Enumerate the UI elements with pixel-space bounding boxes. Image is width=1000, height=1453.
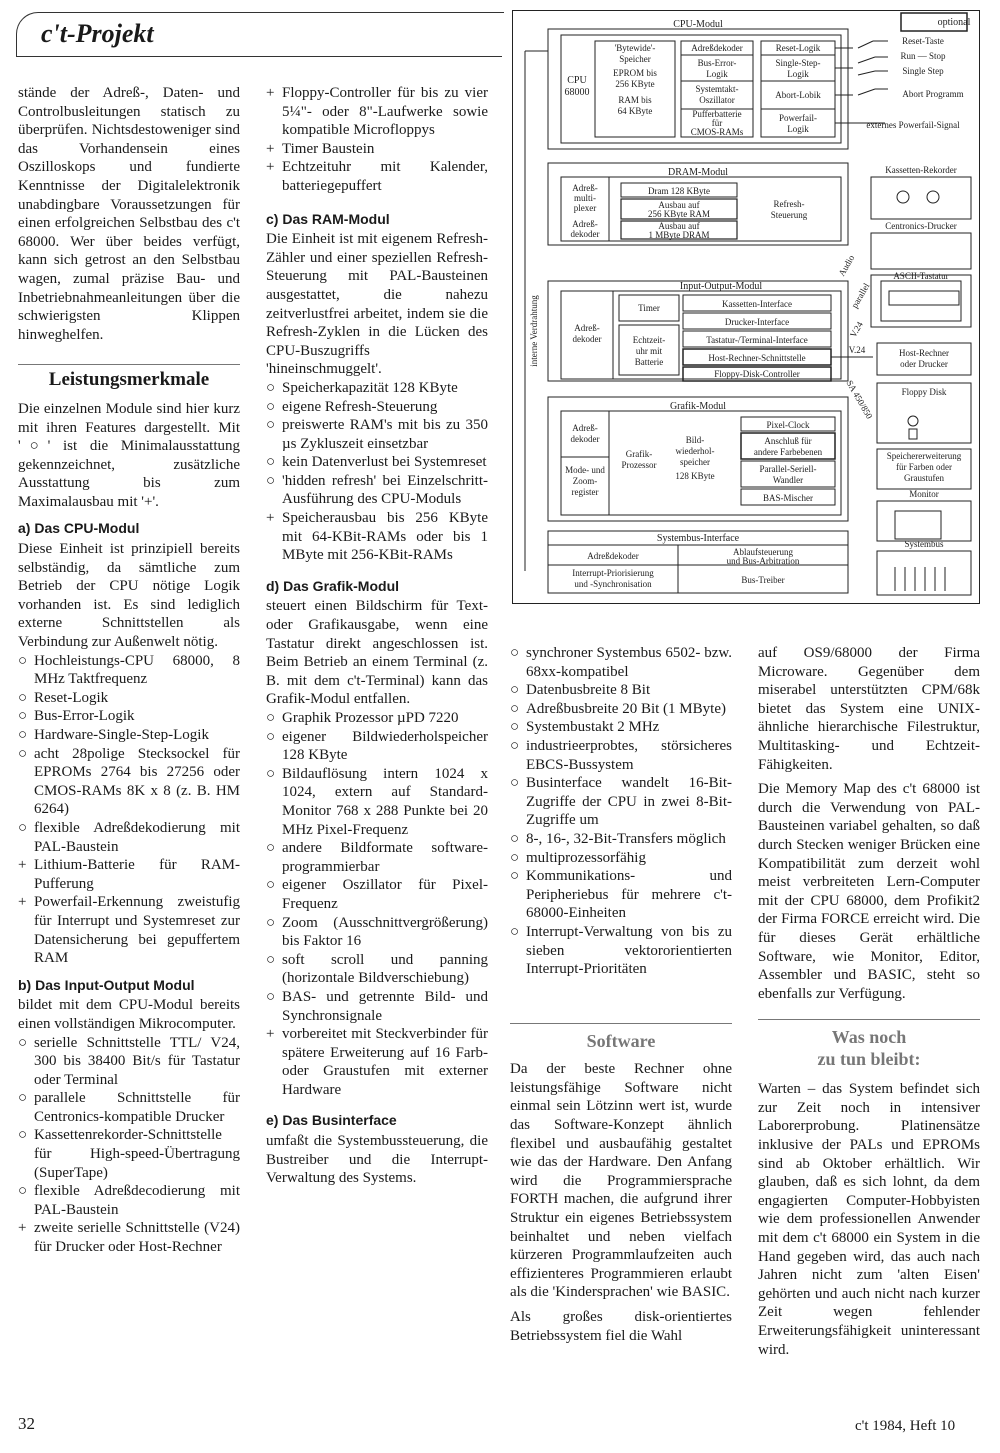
feature-text: kein Datenverlust bei Systemreset [282,454,487,471]
feature-item [266,398,488,417]
bullet-marker: + [18,1220,27,1237]
dg-v24a: V.24 [847,319,865,340]
feature-item [510,718,732,737]
dg-grafik2: Prozessor [621,460,657,470]
ram-feature-list [266,379,488,565]
feature-item [266,839,488,876]
dg-io-adr1: Adreß- [574,323,600,333]
bullet-marker: ○ [510,868,520,885]
feature-item [266,728,488,765]
bullet-marker: ○ [18,1034,28,1051]
dg-monitor: Monitor [909,489,939,499]
gfx-feature-list [266,709,488,1099]
page-number: 32 [18,1414,35,1433]
dg-sa: SA 450/850 [844,378,875,421]
feature-text: Lithium-Batterie für RAM-Pufferung [34,857,240,892]
dg-host2: oder Drucker [900,359,948,369]
dg-cpu-num: 68000 [564,87,590,98]
dg-adr-dek1: Adreß- [572,219,598,229]
bullet-marker: + [266,140,275,157]
feature-item [266,876,488,913]
feature-text: Kassettenrekorder-Schnittstelle für High-speed-Übertragung (SuperTape) [34,1127,240,1181]
bullet-marker: ○ [18,727,28,743]
dg-adr-multi2: multi- [574,193,596,203]
dg-ausbau2b: 1 MByte DRAM [648,230,710,240]
bullet-marker: ○ [266,914,276,931]
dg-ausbau2: Ausbau auf [658,221,700,231]
feature-text: Zoom (Ausschnittvergrößerung) bis Faktor 16 [282,914,488,950]
dg-adr-multi1: Adreß- [572,183,598,193]
feature-item [510,737,732,774]
block-diagram-svg [513,11,979,603]
dg-bild2: wiederhol- [675,446,715,456]
bullet-marker: ○ [266,472,276,489]
dg-ablauf2: und Bus-Arbitration [726,556,800,566]
bullet-marker: ○ [266,877,276,894]
cpu-heading: a) Das CPU-Modul [18,520,140,537]
block-diagram [512,10,980,604]
bullet-marker: ○ [266,398,276,415]
bullet-marker: ○ [510,830,520,847]
bullet-marker: ○ [18,745,28,762]
bullet-marker: ○ [266,454,276,471]
feature-item [266,140,488,159]
feature-text: zweite serielle Schnittstelle (V24) für Drucker oder Host-Rechner [34,1220,240,1256]
feature-text: preiswerte RAM's mit bis zu 350 µs Zykluszeit einsetzbar [282,417,488,452]
feature-text: Speicherausbau bis 256 KByte mit 64-KBit-RAMs oder bis 1 MByte mit 256-KBit-RAMs [282,510,488,564]
dg-bild1: Bild- [685,435,705,445]
dg-gfx-adr2: dekoder [570,434,600,444]
dg-ram2: 64 KByte [617,106,653,116]
dg-par2: Wandler [772,475,804,485]
column-1 [18,84,240,1257]
dg-echt2: uhr mit [635,346,663,356]
dg-kassette: Kassetten-Rekorder [885,165,957,175]
feature-text: Systembustakt 2 MHz [526,719,660,736]
todo-title-line-2: zu tun bleibt: [817,1049,921,1070]
dg-ausbau1b: 256 KByte RAM [647,209,711,219]
feature-text: Bildauflösung intern 1024 x 1024, extern auf Standard-Monitor 768 x 288 Punkte bei 20 MHz Pixel-Frequenz [282,765,488,838]
bullet-marker: ○ [266,728,276,745]
feature-item [266,158,488,195]
feature-item [510,644,732,681]
dg-io-modul: Input-Output-Modul [679,281,763,292]
dg-reset-taste: Reset-Taste [902,36,944,46]
feature-text: Speicherkapazität 128 KByte [282,379,458,396]
feature-text: eigener Bildwiederholspeicher 128 KByte [282,728,488,764]
intro-paragraph: stände der Adreß-, Daten- und Controlbusleitungen statisch zu überprüfen. Nichtsdestoweniger sind das Vorhandensein eines Oszilloskops und fundierte Kenntnisse der Digitalelektronik unabdingbare Voraussetzungen für einen erfolgreichen Selbstbau des c't 68000. Wer über beides verfügt, kann sich getrost an den Selbstbau wagen, zumal präzise Bau- und Inbetriebnahmeanleitungen über die schwierigsten Klippen hinweghelfen. [18,85,240,343]
bullet-marker: + [266,85,275,101]
section-title: Leistungsmerkmale [18,364,240,390]
feature-text: industrieerprobtes, störsicheres EBCS-Bussystem [526,737,732,773]
ram-intro: Die Einheit ist mit eigenem Refresh-Zähler und einer speziellen Refresh-Steuerung mit PAL-Bausteinen ausgestattet, die nahezu zeitverlustfrei arbeitet, indem sie die Refresh-Zyklen in die Lücken des CPU-Buszugriffs 'hineinschmuggelt'. [266,231,488,378]
dg-single-step: Single Step [902,66,944,76]
dg-grafik1: Grafik- [625,449,653,459]
feature-text: Hardware-Single-Step-Logik [34,727,209,743]
dg-bild4: 128 KByte [675,471,715,481]
section-brand [16,12,175,57]
feature-item [510,849,732,868]
bus-heading: e) Das Businterface [266,1112,397,1129]
bullet-marker: ○ [18,652,28,669]
feature-item [18,707,240,726]
dg-sysbus-if: Systembus-Interface [656,533,740,544]
dg-kass-if: Kassetten-Interface [722,299,792,309]
bullet-marker: ○ [510,719,520,736]
feature-text: Floppy-Controller für bis zu vier 5¼"- oder 8"-Laufwerke sowie kompatible Microfloppys [282,85,488,139]
dg-v24b: V.24 [848,345,866,355]
todo-title-line-1: Was noch [831,1027,907,1048]
feature-item [18,856,240,893]
dg-eprom: EPROM bis [613,68,657,78]
feature-text: Hochleistungs-CPU 68000, 8 MHz Taktfrequenz [34,652,240,688]
dg-single1: Single-Step- [775,58,821,68]
bullet-marker: ○ [18,1183,28,1200]
feature-text: Interrupt-Verwaltung von bis zu sieben vektororientierten Interrupt-Prioritäten [526,923,732,978]
dg-systembus: Systembus [904,539,944,549]
dg-dram-modul: DRAM-Modul [667,167,729,178]
dg-farb2: andere Farbebenen [753,447,823,457]
feature-item [266,453,488,472]
dg-abort: Abort-Lobik [775,90,821,100]
dg-power1: Powerfail- [779,113,817,123]
feature-item [18,1219,240,1256]
dg-reset: Reset-Logik [775,43,821,53]
gfx-intro: steuert einen Bildschirm für Text- oder Grafikausgabe, wenn eine Tastatur direkt angeschlossen ist. Beim Betrieb an einem Terminal (z. B. mit dem c't-Terminal) kann das Grafik-Modul entfallen. [266,598,488,708]
feature-item [18,1034,240,1090]
io-feature-list [18,1034,240,1257]
bullet-marker: ○ [510,923,520,940]
dg-bas: BAS-Mischer [763,493,813,503]
dg-druck-if: Drucker-Interface [724,317,790,327]
feature-item [18,1182,240,1219]
dg-mode2: Zoom- [572,476,598,486]
feature-text: eigener Oszillator für Pixel-Frequenz [282,877,488,912]
feature-text: Powerfail-Erkennung zweistufig für Interrupt und Systemreset zur Datensicherung bei gepuffertem RAM [34,894,240,967]
dg-puffer2: für [711,118,723,128]
feature-text: flexible Adreßdekodierung mit PAL-Baustein [34,819,240,855]
feature-item [266,472,488,509]
feature-text: Graphik Prozessor µPD 7220 [282,710,459,726]
dg-timer: Timer [638,303,660,313]
dg-bustreiber: Bus-Treiber [741,575,785,585]
dg-pixel: Pixel-Clock [766,420,810,430]
bullet-marker: ○ [266,765,276,782]
dg-centronics: Centronics-Drucker [885,221,957,231]
dg-cpu: CPU [567,75,587,86]
bullet-marker: ○ [266,417,276,434]
dg-sb-adr: Adreßdekoder [587,551,639,561]
feature-text: andere Bildformate software-programmierbar [282,840,488,875]
dg-ablauf1: Ablaufsteuerung [733,547,793,557]
dg-speicher: Speicher [619,54,651,64]
dg-puffer1: Pufferbatterie [692,109,742,119]
io-intro: bildet mit dem CPU-Modul bereits einen vollständigen Mikrocomputer. [18,997,240,1032]
bullet-marker: + [266,510,275,527]
feature-text: multiprozessorfähig [526,849,646,866]
bullet-marker: ○ [510,700,520,717]
feature-item [510,830,732,849]
memory-map-paragraph: Die Memory Map des c't 68000 ist durch die Verwendung von PAL-Bausteinen variabel gehalten, so daß durch Stecken weniger Brücken eine Kompatibilität zum derzeit wohl meist verbreiteten Lern-Computer mit der CPU 68000, dem Profikit2 der Firma FORCE erreicht wird. Die für dieses Gerät erhältliche Software, wie Monitor, Editor, Assembler und BASIC, steht so ebenfalls zur Verfügung. [758,781,980,1002]
feature-text: acht 28polige Stecksockel für EPROMs 2764 bis 27256 oder CMOS-RAMs 8K x 8 (z. B. HM 6264) [34,745,240,818]
bullet-marker: ○ [266,710,276,726]
dg-host-if: Host-Rechner-Schnittstelle [708,353,806,363]
dg-refresh2: Steuerung [770,210,808,220]
dg-echt1: Echtzeit- [632,335,666,345]
feature-text: Echtzeituhr mit Kalender, batteriegepuffert [282,159,488,194]
todo-paragraph: Warten – das System befindet sich zur Zeit noch in intensiver Laborerprobung. Platinensätze inklusive der PALs und EPROMs sind ab Oktober erhältlich. Wir glauben, daß es sich lohnt, da dem engagierten Computer-Hobbyisten wie dem professionellen Anwender mit dem c't 68000 ein System in die Hand gegeben wird, das auch nach Jahren nicht zum 'alten Eisen' gehörten und auch nicht nach kurzer Zeit wegen fehlender Erweiterungsfähigkeit uninteressant wird. [758,1081,980,1358]
dg-bild3: speicher [680,457,710,467]
feature-item [266,416,488,453]
feature-item [510,923,732,979]
dg-puffer3: CMOS-RAMs [690,127,744,137]
feature-item [266,84,488,140]
bullet-marker: + [18,857,27,874]
feature-text: flexible Adreßdecodierung mit PAL-Baustein [34,1183,240,1218]
dg-speicher1: Speichererweiterung [886,451,962,461]
feature-text: vorbereitet mit Steckverbinder für spätere Erweiterung auf 16 Farb- oder Graustufen mit externer Hardware [282,1026,488,1098]
ram-heading: c) Das RAM-Modul [266,210,390,227]
bullet-marker: ○ [510,682,520,699]
feature-item [18,819,240,856]
dg-speicher3: Graustufen [904,473,944,483]
dg-parallel: parallel [849,281,872,310]
software-text-2: Als großes disk-orientiertes Betriebssystem fiel die Wahl [510,1309,732,1344]
dg-audio: Audio [836,253,857,278]
dg-ascii: ASCII-Tastatur [893,271,949,281]
dg-single2: Logik [787,69,809,79]
feature-item [266,709,488,728]
feature-item [18,1089,240,1126]
bus-intro: umfaßt die Systembussteuerung, die Bustreiber und die Interrupt-Verwaltung des Systems. [266,1133,488,1187]
bullet-marker: + [266,1026,275,1043]
dg-adrdek: Adreßdekoder [691,43,743,53]
dg-tast-if: Tastatur-/Terminal-Interface [706,335,808,345]
dg-eprom2: 256 KByte [615,79,655,89]
bullet-marker: ○ [266,951,276,968]
bullet-marker: ○ [266,840,276,857]
header-rule-top [174,12,504,13]
bullet-marker: ○ [18,819,28,836]
feature-item [18,726,240,745]
footer-issue: c't 1984, Heft 10 [855,1418,956,1434]
dg-cpu-modul: CPU-Modul [673,19,723,30]
dg-io-adr2: dekoder [572,334,602,344]
dg-floppy: Floppy Disk [901,387,947,397]
todo-title [758,1019,980,1070]
dg-buserr2: Logik [706,69,728,79]
bullet-marker: ○ [510,737,520,754]
dg-speicher2: für Farben oder [896,462,952,472]
feature-item [266,379,488,398]
bullet-marker: ○ [510,645,520,661]
feature-text: Timer Baustein [282,140,375,157]
feature-text: synchroner Systembus 6502- bzw. 68xx-kompatibel [526,645,732,680]
feature-item [510,867,732,923]
dg-echt3: Batterie [634,357,664,367]
feature-text: Kommunikations- und Peripheriebus für mehrere c't-68000-Einheiten [526,868,732,922]
dg-adr-multi3: plexer [573,203,597,213]
bullet-marker: ○ [266,379,276,396]
bullet-marker: ○ [510,775,520,792]
software-title: Software [510,1023,732,1051]
bullet-marker: ○ [266,988,276,1005]
feature-text: Businterface wandelt 16-Bit-Zugriffe der CPU in zwei 8-Bit-Zugriffe um [526,775,732,829]
feature-text: Datenbusbreite 8 Bit [526,682,651,699]
feature-text: soft scroll und panning (horizontale Bildverschiebung) [282,951,488,987]
bullet-marker: ○ [18,1090,28,1107]
dg-abort-prog: Abort Programm [902,89,964,99]
dg-mode3: register [571,487,599,497]
dg-ram: RAM bis [618,95,652,105]
feature-text: Adreßbusbreite 20 Bit (1 MByte) [526,700,726,717]
feature-text: parallele Schnittstelle für Centronics-kompatible Drucker [34,1090,240,1125]
feature-text: Reset-Logik [34,689,109,706]
dg-adr-dek2: dekoder [570,229,600,239]
bullet-marker: ○ [18,689,28,706]
column-3 [510,644,732,1345]
dg-floppy-c: Floppy-Disk-Controller [714,369,800,379]
bullet-marker: ○ [510,849,520,866]
feature-text: Bus-Error-Logik [34,708,135,725]
cpu-intro: Diese Einheit ist prinzipiell bereits selbständig, da sämtliche zum Betrieb der CPU nötige Logik vorhanden ist. Es sind lediglich externe Schnittstellen als Verbindung zur Außenwelt nötig. [18,541,240,651]
dg-par1: Parallel-Seriell- [759,464,817,474]
feature-item [18,689,240,708]
dg-gfx-adr1: Adreß- [572,423,598,433]
feature-item [18,745,240,819]
bullet-marker: + [18,894,27,911]
feature-item [18,652,240,689]
feature-item [266,951,488,988]
dg-host1: Host-Rechner [899,348,949,358]
dg-optional: optional [937,17,971,28]
dg-refresh1: Refresh- [773,199,805,209]
cpu-feature-list [18,652,240,968]
gfx-heading: d) Das Grafik-Modul [266,577,400,594]
io-extra-list [266,84,488,196]
feature-item [510,774,732,830]
software-text: Da der beste Rechner ohne leistungsfähige Software nicht einmal sein Lötzinn wert ist, wurde das Software-Konzept ähnlich flexibel und ausbaufähig gestaltet wie das der Hardware. Den Anfang wird die Programmiersprache FORTH machen, die aufgrund ihrer Struktur ein eigenes Betriebssystem beinhaltet und neben vielfach kürzeren Programmlaufzeiten auch effizienteres Programmieren erlaubt als die 'Kindersprachen' wie BASIC. [510,1061,732,1301]
io-heading: b) Das Input-Output Modul [18,976,195,993]
dg-mode1: Mode- und [565,465,605,475]
feature-item [266,509,488,565]
dg-farb1: Anschluß für [764,436,812,446]
feature-item [510,681,732,700]
dg-grafik-modul: Grafik-Modul [669,401,727,412]
bullet-marker: ○ [18,708,28,725]
dg-intr1: Interrupt-Priorisierung [572,568,654,578]
feature-item [18,1126,240,1182]
feature-text: 8-, 16-, 32-Bit-Transfers möglich [526,830,726,847]
section-intro: Die einzelnen Module sind hier kurz mit ihren Features dargestellt. Mit '○' ist die Minimalausstattung gekennzeichnet, zusätzliche Ausstattung bis zum Maximalausbau mit '+'. [18,400,240,510]
dg-run-stop: Run — Stop [900,51,946,61]
feature-text: BAS- und getrennte Bild- und Synchronsignale [282,988,488,1024]
column-4 [758,644,980,1359]
feature-item [266,1025,488,1099]
dg-buserr1: Bus-Error- [697,58,737,68]
brand-label: c't-Projekt [41,19,154,48]
feature-item [266,988,488,1025]
header-rule [16,56,502,57]
dg-bytewide: 'Bytewide'- [614,43,656,53]
dg-systakt1: Systemtakt- [695,84,739,94]
feature-item [266,914,488,951]
bus-feature-list [510,644,732,979]
feature-text: eigene Refresh-Steuerung [282,398,438,415]
feature-text: serielle Schnittstelle TTL/ V24, 300 bis 38400 Bit/s für Tastatur oder Terminal [34,1034,240,1088]
feature-item [18,893,240,967]
feature-item [510,700,732,719]
dg-ausbau1: Ausbau auf [658,200,700,210]
feature-text: 'hidden refresh' bei Einzelschritt-Ausführung des CPU-Moduls [282,472,488,508]
dg-power2: Logik [787,124,809,134]
dg-ext-power: externes Powerfail-Signal [866,120,960,130]
bullet-marker: ○ [18,1127,28,1144]
bullet-marker: + [266,159,275,176]
dg-intr2: und -Synchronisation [574,579,652,589]
feature-item [266,765,488,839]
os9-paragraph: auf OS9/68000 der Firma Microware. Gegenüber dem miserabel unterstützten CPM/68k bietet das System eine UNIX-ähnliche hierarchische Filestruktur, Multitasking- und Echtzeit-Fähigkeiten. [758,645,980,773]
dg-systakt2: Oszillator [699,95,735,105]
dg-interne: interne Verdrahtung [529,295,539,367]
dg-dram128: Dram 128 KByte [648,186,710,196]
column-2 [266,84,488,1188]
